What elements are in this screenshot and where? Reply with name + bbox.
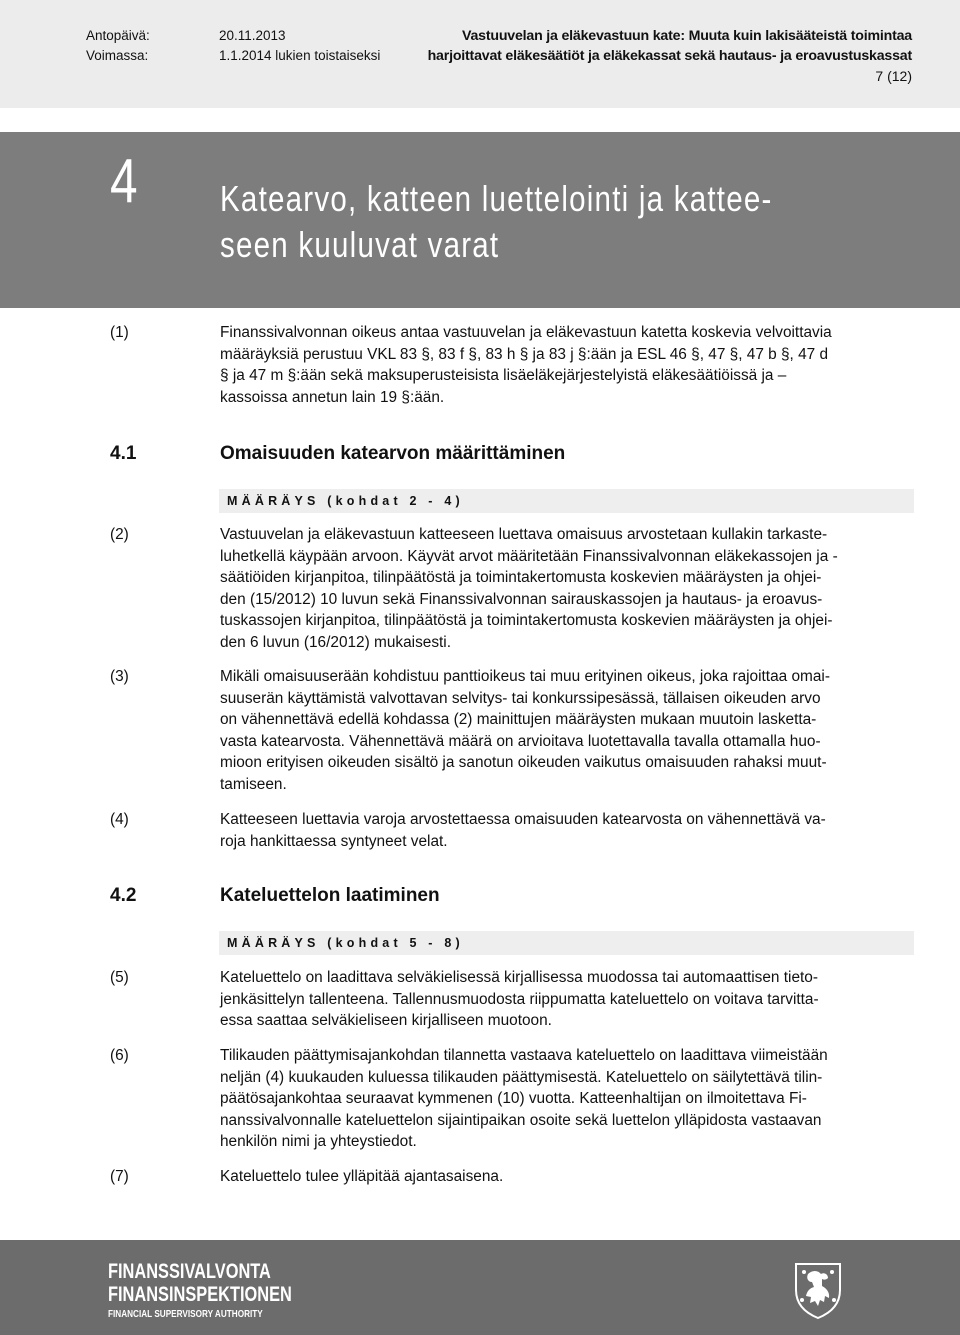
heraldic-lion-icon [788,1256,848,1320]
text-line: Kateluettelo tulee ylläpitää ajantasaisena. [220,1168,504,1185]
section-title: Kateluettelon laatiminen [220,885,440,906]
paragraph-text [220,809,910,852]
section-title: Omaisuuden katearvon määrittäminen [220,443,566,464]
paragraph-number: (5) [110,969,129,986]
chapter-title-line1: Katearvo, katteen luettelointi ja kattee- [220,178,773,219]
logo [108,1260,344,1322]
chapter-banner [0,132,960,308]
logo-line3: FINANCIAL SUPERVISORY AUTHORITY [108,1309,263,1320]
text-line: Finanssivalvonnan oikeus antaa vastuuvelan ja eläkevastuun katetta koskevia velvoittavia [220,324,832,341]
paragraph-text [220,1166,910,1188]
header-title [428,26,912,66]
chapter-number: 4 [110,147,138,216]
text-line: mioon erityisen oikeuden sisältö ja sanotun oikeuden vaikutus omaisuuden rahaksi muut- [220,754,827,772]
paragraph-text [220,1045,910,1153]
text-line: § ja 47 m §:ään sekä maksuperusteisista lisäeläkejärjestelyistä eläkesäätiöissä ja – [220,367,787,385]
page-number: 7 (12) [875,68,912,84]
page-footer [0,1240,960,1335]
paragraph-number: (3) [110,668,129,685]
text-line: Mikäli omaisuuserään kohdistuu panttioikeus tai muu erityinen oikeus, joka rajoittaa omai- [220,668,830,685]
paragraph-number: (4) [110,811,129,828]
text-line: Kateluettelo on laadittava selväkielisessä kirjallisessa muodossa tai automaattisen tieto- [220,969,818,986]
regulation-box: MÄÄRÄYS (kohdat 5 - 8) [219,931,914,955]
chapter-title-line2: seen kuuluvat varat [220,224,500,265]
paragraph-text [220,666,910,796]
text-line: päätösajankohtaa seuraavat kymmenen (10) vuotta. Katteenhaltijan on ilmoitettava Fi- [220,1090,807,1108]
logo-line2: FINANSINSPEKTIONEN [108,1283,292,1306]
paragraph-number: (2) [110,526,129,543]
paragraph-number: (7) [110,1168,129,1185]
text-line: Katteeseen luettavia varoja arvostettaessa omaisuuden katearvosta on vähennettävä va- [220,811,826,828]
text-line: nanssivalvonnalle kateluettelon sijaintipaikan osoite sekä luettelon ylläpidosta vastaavan [220,1111,822,1129]
valid-value: 1.1.2014 lukien toistaiseksi [219,48,381,63]
header-meta [86,26,380,66]
text-line: tamiseen. [220,775,287,793]
logo-line1: FINANSSIVALVONTA [108,1260,271,1283]
date-value: 20.11.2013 [219,28,286,43]
paragraph-number: (6) [110,1047,129,1064]
regulation-box: MÄÄRÄYS (kohdat 2 - 4) [219,489,914,513]
header-title-line2: harjoittavat eläkesäätiöt ja eläkekassat sekä hautaus- ja eroavustuskassat [427,48,912,64]
text-line: kassoissa annetun lain 19 §:ään. [220,388,445,406]
text-line: suuserän käyttämistä valvottavan selvitys- tai konkurssipesässä, tällaisen oikeuden arvo [220,689,821,707]
text-line: essa saattaa selväkieliseen kirjalliseen muotoon. [220,1012,552,1030]
page-header [0,0,960,108]
paragraph-text [220,967,910,1032]
section-number: 4.1 [110,443,137,464]
paragraph-number: (1) [110,324,129,341]
chapter-title [220,176,860,268]
text-line: on vähennettävä edellä kohdassa (2) mainittujen määräysten mukaan muutoin laskettа- [220,711,817,729]
section-number: 4.2 [110,885,137,906]
text-line: jenkäsittelyn tallenteena. Tallennusmuodosta riippumatta kateluettelo on voitava tarvitta- [220,990,819,1008]
header-title-line1: Vastuuvelan ja eläkevastuun kate: Muuta kuin lakisääteistä toimintaa [461,28,912,44]
text-line: vasta katearvosta. Vähennettävä määrä on arvioitava luotettavalla tavalla ottamalla huo- [220,732,821,750]
text-line: Tilikauden päättymisajankohdan tilannetta vastaava kateluettelo on laadittava viimeistään [220,1047,828,1064]
text-line: Vastuuvelan ja eläkevastuun katteeseen luettava omaisuus arvostetaan kullakin tarkaste- [220,526,828,543]
text-line: määräyksiä perustuu VKL 83 §, 83 f §, 83 h § ja 83 j §:ään ja ESL 46 §, 47 §, 47 b §, 47 d [220,345,829,363]
text-line: den (15/2012) 10 luvun sekä Finanssivalvonnan sairauskassojen ja hautaus- ja eroavus- [220,590,823,608]
paragraph-text [220,322,910,408]
text-line: henkilön nimi ja yhteystiedot. [220,1133,417,1151]
text-line: neljän (4) kuukauden kuluessa tilikauden päättymisestä. Kateluettelo on säilytettävä tilin- [220,1068,823,1086]
text-line: tuskassojen kirjanpitoa, tilinpäätöstä ja toimintakertomusta koskevien määräysten ja ohjei- [220,612,833,630]
text-line: den 6 luvun (16/2012) mukaisesti. [220,633,451,651]
date-label: Antopäivä: [86,28,150,43]
text-line: roja hankittaessa syntyneet velat. [220,832,448,850]
text-line: luhetkellä käypään arvoon. Käyvät arvot määritetään Finanssivalvonnan eläkekassojen ja - [220,547,838,565]
paragraph-text [220,524,910,654]
text-line: säätiöiden kirjanpitoa, tilinpäätöstä ja toimintakertomusta koskevien määräysten ja ohjei- [220,569,822,587]
valid-label: Voimassa: [86,48,149,63]
